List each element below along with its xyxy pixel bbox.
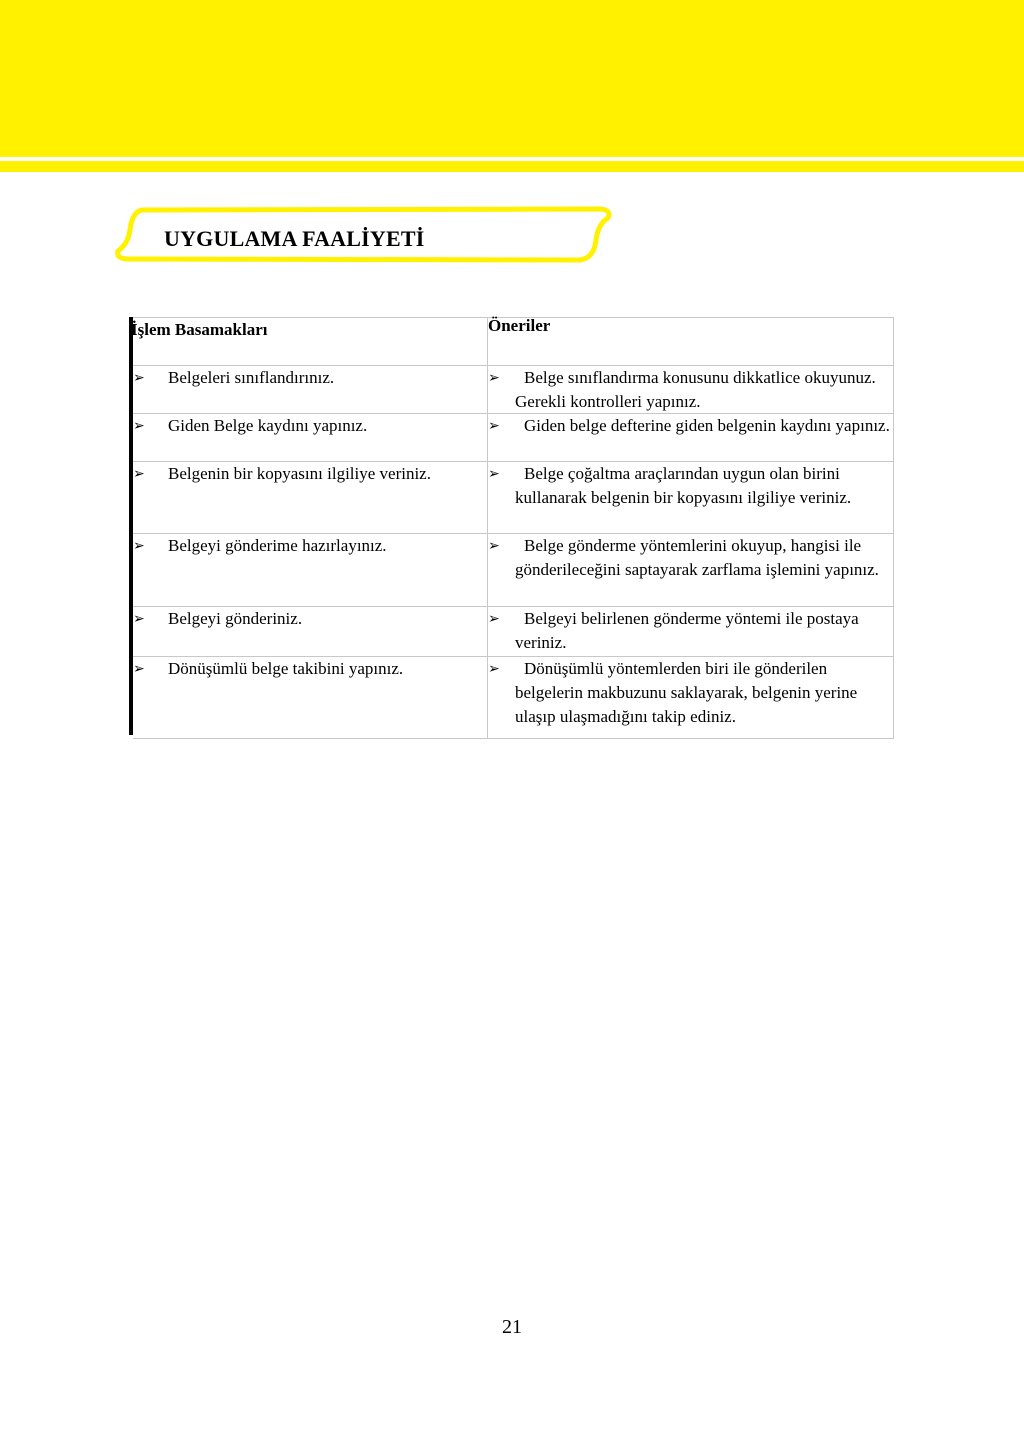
suggestion-cell [487,366,894,413]
header-steps-label: İşlem Basamakları [131,320,268,339]
suggestion-text: Belge çoğaltma araçlarından uygun olan birini kullanarak belgenin bir kopyasını ilgiliye veriniz. [515,464,852,507]
arrow-bullet-icon: ➢ [488,370,500,386]
arrow-bullet-icon: ➢ [488,661,500,677]
step-text: Belgenin bir kopyasını ilgiliye veriniz. [168,464,431,483]
banner-title: UYGULAMA FAALİYETİ [164,226,425,251]
step-text: Belgeyi gönderime hazırlayınız. [168,536,387,555]
arrow-bullet-icon: ➢ [488,418,500,434]
table-row [133,607,894,657]
suggestion-cell [487,657,894,738]
step-cell [133,657,487,738]
table-row [133,366,894,414]
step-cell [133,462,487,533]
arrow-bullet-icon: ➢ [133,418,145,434]
arrow-bullet-icon: ➢ [133,661,145,677]
table-row [133,657,894,739]
arrow-bullet-icon: ➢ [133,466,145,482]
step-text: Dönüşümlü belge takibini yapınız. [168,659,404,678]
header-suggestions-cell [487,318,894,365]
arrow-bullet-icon: ➢ [133,538,145,554]
table-row [133,462,894,534]
suggestion-text: Dönüşümlü yöntemlerden biri ile gönderilen belgelerin makbuzunu saklayarak, belgenin yerine ulaşıp ulaşmadığını takip ediniz. [515,659,858,726]
header-suggestions-label: Öneriler [488,316,551,335]
table-row [133,414,894,462]
suggestion-cell [487,414,894,461]
step-text: Belgeleri sınıflandırınız. [168,368,335,387]
page-number: 21 [502,1316,522,1338]
arrow-bullet-icon: ➢ [488,538,500,554]
table-header-row [133,317,894,366]
step-cell [133,366,487,413]
table-row [133,534,894,607]
step-cell [133,607,487,656]
suggestion-cell [487,607,894,656]
step-cell [133,414,487,461]
activity-banner [112,204,616,270]
suggestion-text: Belgeyi belirlenen gönderme yöntemi ile postaya veriniz. [515,609,859,652]
suggestion-text: Belge sınıflandırma konusunu dikkatlice okuyunuz. Gerekli kontrolleri yapınız. [515,368,876,411]
suggestion-cell [487,534,894,606]
suggestion-cell [487,462,894,533]
steps-table [133,317,894,739]
header-yellow-band [0,0,1024,157]
suggestion-text: Belge gönderme yöntemlerini okuyup, hangisi ile gönderileceğini saptayarak zarflama işlemini yapınız. [515,536,879,579]
arrow-bullet-icon: ➢ [488,611,500,627]
header-yellow-stripe [0,161,1024,172]
header-steps-cell [133,318,487,365]
step-cell [133,534,487,606]
arrow-bullet-icon: ➢ [133,370,145,386]
suggestion-text: Giden belge defterine giden belgenin kaydını yapınız. [524,416,890,435]
step-text: Belgeyi gönderiniz. [168,609,303,628]
step-text: Giden Belge kaydını yapınız. [168,416,368,435]
arrow-bullet-icon: ➢ [133,611,145,627]
arrow-bullet-icon: ➢ [488,466,500,482]
